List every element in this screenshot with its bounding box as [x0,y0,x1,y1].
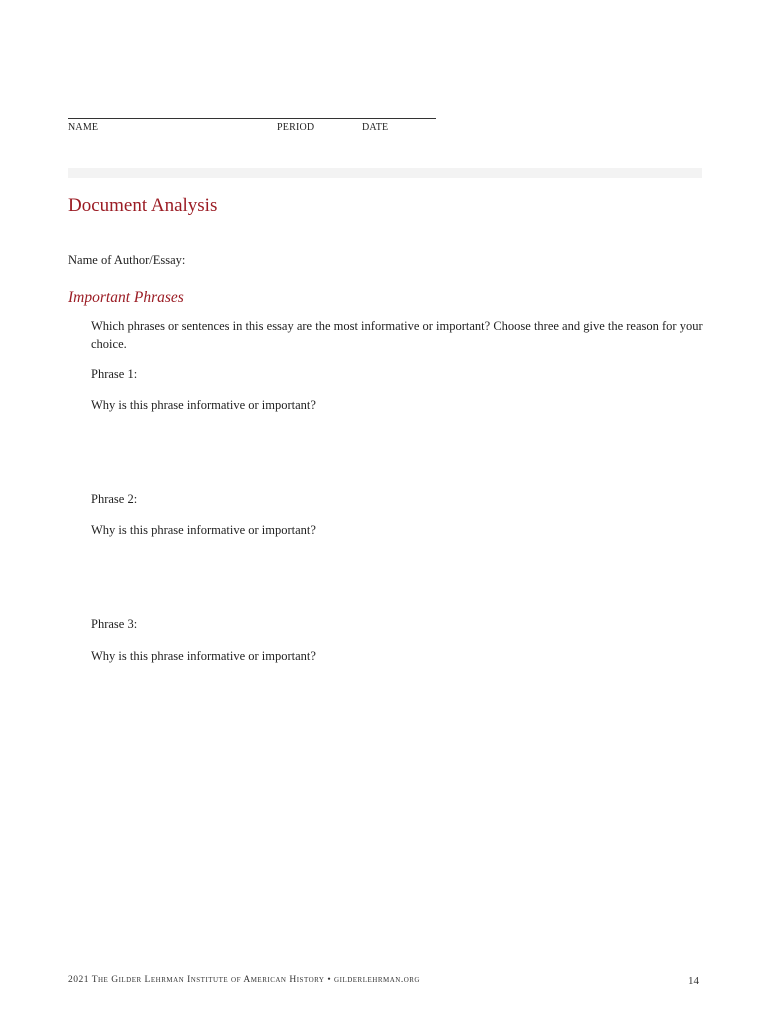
name-line [68,118,436,119]
phrase-2-question: Why is this phrase informative or important? [91,523,316,537]
period-label: PERIOD [277,122,315,133]
phrase-3-label: Phrase 3: [91,617,138,631]
phrase-2-label: Phrase 2: [91,492,138,506]
section-divider [68,168,702,178]
date-label: DATE [362,122,389,133]
page-number: 14 [688,975,699,987]
phrase-3-question: Why is this phrase informative or important? [91,649,316,663]
phrase-1-question: Why is this phrase informative or important? [91,398,316,412]
phrase-1-label: Phrase 1: [91,367,138,381]
footer-credit: 2021 The Gilder Lehrman Institute of American History • gilderlehrman.org [68,975,420,985]
author-essay-label: Name of Author/Essay: [68,253,186,267]
page-title: Document Analysis [68,195,218,216]
instructions-text: Which phrases or sentences in this essay are the most informative or important? Choose three and give the reason for your choice. [91,319,703,351]
section-heading: Important Phrases [68,289,184,306]
name-label: NAME [68,122,99,133]
